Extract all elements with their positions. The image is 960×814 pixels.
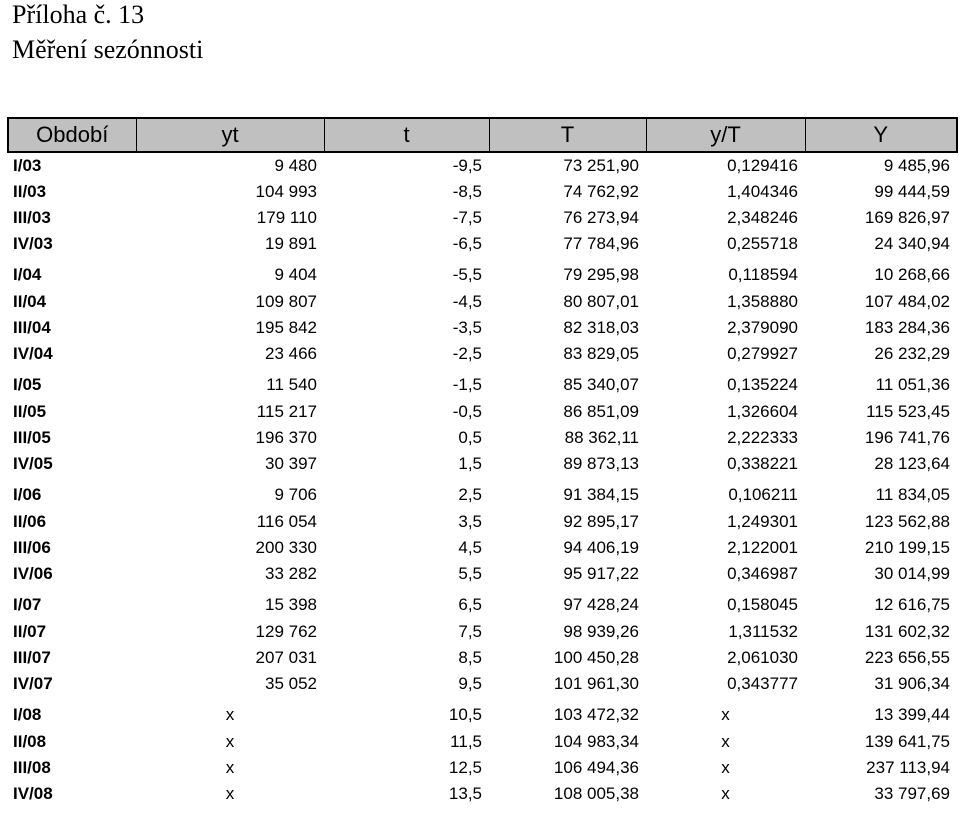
- y-cell: 11 051,36: [875, 375, 950, 394]
- y-cell: 33 797,69: [874, 784, 950, 803]
- yt-cell: 30 397: [265, 454, 317, 473]
- trend-cell: 86 851,09: [563, 402, 639, 421]
- period-cell: I/04: [13, 265, 42, 284]
- period-cell: IV/08: [13, 784, 53, 803]
- trend-cell: 92 895,17: [563, 512, 639, 531]
- ratio-cell: 0,118594: [728, 265, 798, 284]
- t-cell: 5,5: [458, 564, 482, 583]
- y-cell: 26 232,29: [874, 344, 950, 363]
- column-header-yt: yt: [136, 118, 324, 152]
- ratio-cell: 2,122001: [727, 538, 798, 557]
- yt-cell: 207 031: [255, 648, 317, 667]
- ratio-cell: 0,343777: [727, 674, 798, 693]
- period-cell: III/06: [13, 538, 51, 557]
- t-cell: 6,5: [458, 595, 482, 614]
- y-cell: 223 656,55: [864, 648, 950, 667]
- y-cell: 169 826,97: [864, 208, 950, 227]
- y-cell: 107 484,02: [864, 292, 950, 311]
- yt-cell: x: [225, 732, 235, 751]
- trend-cell: 98 939,26: [563, 622, 639, 641]
- y-cell: 115 523,45: [866, 402, 950, 421]
- table-row: [8, 425, 957, 451]
- ratio-cell: x: [721, 758, 730, 777]
- appendix-title: Příloha č. 13: [12, 0, 145, 29]
- t-cell: 8,5: [458, 648, 482, 667]
- t-cell: -4,5: [452, 292, 482, 311]
- y-cell: 99 444,59: [874, 182, 950, 201]
- ratio-cell: x: [721, 705, 730, 724]
- table-row: [8, 289, 957, 315]
- ratio-cell: 1,404346: [727, 182, 798, 201]
- trend-cell: 83 829,05: [563, 344, 639, 363]
- ratio-cell: 2,348246: [727, 208, 798, 227]
- table-row: [8, 645, 957, 671]
- ratio-cell: 0,279927: [727, 344, 798, 363]
- yt-cell: 9 706: [274, 485, 317, 504]
- period-cell: III/03: [13, 208, 51, 227]
- table-body: [8, 152, 957, 807]
- trend-cell: 100 450,28: [553, 648, 639, 667]
- t-cell: 0,5: [458, 428, 482, 447]
- trend-cell: 77 784,96: [563, 234, 639, 253]
- seasonality-table: [7, 117, 958, 807]
- yt-cell: 9 480: [274, 156, 317, 175]
- y-cell: 12 616,75: [874, 595, 950, 614]
- t-cell: 12,5: [448, 758, 482, 777]
- trend-cell: 94 406,19: [563, 538, 639, 557]
- table-row: [8, 451, 957, 477]
- t-cell: -2,5: [452, 344, 482, 363]
- y-cell: 24 340,94: [874, 234, 950, 253]
- table-row: [8, 205, 957, 231]
- trend-cell: 85 340,07: [563, 375, 639, 394]
- table-row: [8, 477, 957, 509]
- t-cell: -3,5: [452, 318, 482, 337]
- period-cell: III/08: [13, 758, 51, 777]
- yt-cell: x: [225, 784, 235, 803]
- trend-cell: 95 917,22: [563, 564, 639, 583]
- y-cell: 131 602,32: [864, 622, 950, 641]
- period-cell: II/04: [13, 292, 47, 311]
- period-cell: I/07: [13, 595, 42, 614]
- column-header-trend: T: [489, 118, 646, 152]
- yt-cell: x: [225, 705, 235, 724]
- ratio-cell: 0,106211: [728, 485, 798, 504]
- period-cell: I/03: [13, 156, 42, 175]
- yt-cell: 33 282: [265, 564, 317, 583]
- table-row: [8, 367, 957, 399]
- ratio-cell: 0,135224: [727, 375, 798, 394]
- ratio-cell: 1,326604: [727, 402, 798, 421]
- period-cell: II/06: [13, 512, 47, 531]
- column-header-t: t: [324, 118, 489, 152]
- table-row: [8, 535, 957, 561]
- t-cell: -6,5: [452, 234, 482, 253]
- trend-cell: 97 428,24: [563, 595, 639, 614]
- table-row: [8, 399, 957, 425]
- yt-cell: 23 466: [265, 344, 317, 363]
- t-cell: -8,5: [452, 182, 482, 201]
- y-cell: 196 741,76: [864, 428, 950, 447]
- trend-cell: 104 983,34: [553, 732, 639, 751]
- period-cell: IV/07: [13, 674, 53, 693]
- yt-cell: 200 330: [255, 538, 317, 557]
- y-cell: 10 268,66: [874, 265, 950, 284]
- trend-cell: 89 873,13: [563, 454, 639, 473]
- t-cell: -5,5: [452, 265, 482, 284]
- yt-cell: 109 807: [255, 292, 317, 311]
- yt-cell: x: [225, 758, 235, 777]
- period-cell: IV/05: [13, 454, 53, 473]
- t-cell: 11,5: [450, 732, 482, 751]
- ratio-cell: 0,338221: [727, 454, 798, 473]
- y-cell: 139 641,75: [864, 732, 950, 751]
- ratio-cell: 0,255718: [727, 234, 798, 253]
- y-cell: 183 284,36: [864, 318, 950, 337]
- ratio-cell: 0,346987: [727, 564, 798, 583]
- y-cell: 30 014,99: [874, 564, 950, 583]
- ratio-cell: 2,061030: [727, 648, 798, 667]
- table-row: [8, 729, 957, 755]
- yt-cell: 129 762: [255, 622, 317, 641]
- yt-cell: 9 404: [274, 265, 317, 284]
- t-cell: -0,5: [452, 402, 482, 421]
- period-cell: II/08: [13, 732, 47, 751]
- trend-cell: 74 762,92: [563, 182, 639, 201]
- trend-cell: 106 494,36: [553, 758, 639, 777]
- table-row: [8, 509, 957, 535]
- yt-cell: 11 540: [266, 375, 317, 394]
- period-cell: II/05: [13, 402, 47, 421]
- trend-cell: 73 251,90: [563, 156, 639, 175]
- y-cell: 9 485,96: [883, 156, 950, 175]
- table-row: [8, 587, 957, 619]
- ratio-cell: 0,129416: [727, 156, 798, 175]
- section-title: Měření sezónnosti: [12, 35, 204, 64]
- ratio-cell: 2,222333: [727, 428, 798, 447]
- y-cell: 31 906,34: [874, 674, 950, 693]
- table-row: [8, 231, 957, 257]
- t-cell: 3,5: [458, 512, 482, 531]
- y-cell: 11 834,05: [875, 485, 950, 504]
- yt-cell: 115 217: [256, 402, 317, 421]
- yt-cell: 195 842: [255, 318, 317, 337]
- yt-cell: 116 054: [256, 512, 317, 531]
- table-row: [8, 755, 957, 781]
- table-row: [8, 257, 957, 289]
- ratio-cell: x: [721, 732, 730, 751]
- table-row: [8, 619, 957, 645]
- period-cell: IV/03: [13, 234, 53, 253]
- trend-cell: 88 362,11: [564, 428, 639, 447]
- t-cell: 9,5: [458, 674, 482, 693]
- yt-cell: 35 052: [265, 674, 317, 693]
- ratio-cell: 0,158045: [727, 595, 798, 614]
- table-row: [8, 179, 957, 205]
- y-cell: 237 113,94: [866, 758, 950, 777]
- y-cell: 210 199,15: [864, 538, 950, 557]
- table-row: [8, 315, 957, 341]
- period-cell: II/07: [13, 622, 47, 641]
- yt-cell: 196 370: [255, 428, 317, 447]
- y-cell: 123 562,88: [864, 512, 950, 531]
- t-cell: 10,5: [448, 705, 482, 724]
- period-cell: IV/04: [13, 344, 53, 363]
- ratio-cell: 1,249301: [727, 512, 798, 531]
- period-cell: III/04: [13, 318, 51, 337]
- trend-cell: 108 005,38: [553, 784, 639, 803]
- trend-cell: 76 273,94: [563, 208, 639, 227]
- table-row: [8, 341, 957, 367]
- yt-cell: 104 993: [255, 182, 317, 201]
- column-header-y: Y: [805, 118, 957, 152]
- trend-cell: 80 807,01: [563, 292, 639, 311]
- trend-cell: 103 472,32: [553, 705, 639, 724]
- t-cell: 7,5: [458, 622, 482, 641]
- y-cell: 28 123,64: [874, 454, 950, 473]
- trend-cell: 79 295,98: [563, 265, 639, 284]
- period-cell: III/05: [13, 428, 51, 447]
- period-cell: I/06: [13, 485, 42, 504]
- period-cell: I/05: [13, 375, 42, 394]
- table-header-row: [8, 118, 957, 152]
- table-row: [8, 561, 957, 587]
- period-cell: III/07: [13, 648, 51, 667]
- t-cell: -9,5: [452, 156, 482, 175]
- table-row: [8, 781, 957, 807]
- table-row: [8, 697, 957, 729]
- trend-cell: 91 384,15: [563, 485, 639, 504]
- trend-cell: 101 961,30: [553, 674, 639, 693]
- ratio-cell: 1,358880: [727, 292, 798, 311]
- table-row: [8, 152, 957, 179]
- period-cell: IV/06: [13, 564, 53, 583]
- t-cell: 13,5: [448, 784, 482, 803]
- t-cell: -7,5: [452, 208, 482, 227]
- yt-cell: 15 398: [265, 595, 317, 614]
- t-cell: -1,5: [452, 375, 482, 394]
- period-cell: I/08: [13, 705, 42, 724]
- y-cell: 13 399,44: [874, 705, 950, 724]
- period-cell: II/03: [13, 182, 47, 201]
- table-row: [8, 671, 957, 697]
- column-header-period: Období: [8, 118, 136, 152]
- trend-cell: 82 318,03: [563, 318, 639, 337]
- column-header-ratio: y/T: [646, 118, 805, 152]
- ratio-cell: 1,311532: [728, 622, 798, 641]
- t-cell: 2,5: [458, 485, 482, 504]
- t-cell: 1,5: [458, 454, 482, 473]
- t-cell: 4,5: [458, 538, 482, 557]
- ratio-cell: 2,379090: [727, 318, 798, 337]
- ratio-cell: x: [721, 784, 730, 803]
- yt-cell: 19 891: [265, 234, 317, 253]
- yt-cell: 179 110: [256, 208, 317, 227]
